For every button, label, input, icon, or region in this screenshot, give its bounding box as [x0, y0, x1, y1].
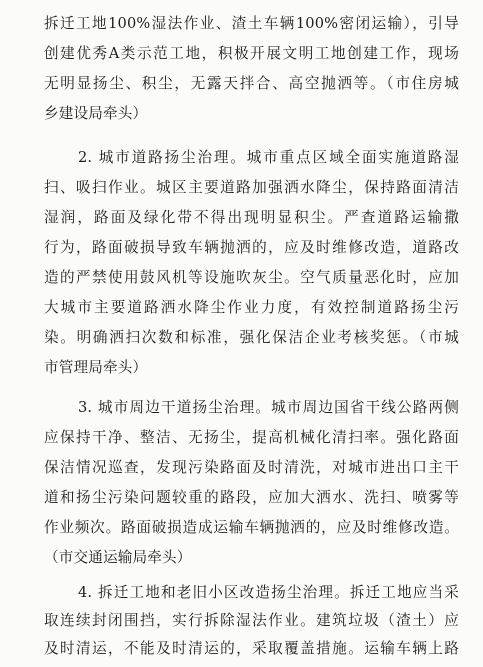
text-line: 市管理局牵头） [44, 359, 148, 376]
text-line: 乡建设局牵头） [44, 105, 148, 122]
text-line: 创建优秀A类示范工地，积极开展文明工地创建工作，现场 [44, 45, 459, 62]
text-line: 保洁情况巡查，发现污染路面及时清洗，对城市进出口主干 [44, 459, 459, 476]
text-line: 作业频次。路面破损造成运输车辆抛洒的，应及时维修改造。 [44, 519, 459, 536]
text-line: 大城市主要道路洒水降尘作业力度，有效控制道路扬尘污 [44, 299, 459, 316]
section-heading-line: 3. 城市周边干道扬尘治理。城市周边国省干线公路两侧 [78, 399, 459, 416]
text-line: 及时清运，不能及时清运的，采取覆盖措施。运输车辆上路 [44, 640, 459, 657]
text-line: 造的严禁使用鼓风机等设施吹灰尘。空气质量恶化时，应加 [44, 269, 459, 286]
text-line: 应保持干净、整洁、无扬尘，提高机械化清扫率。强化路面 [44, 429, 459, 446]
section-heading-line: 2. 城市道路扬尘治理。城市重点区域全面实施道路湿 [78, 149, 459, 166]
text-line: 取连续封闭围挡，实行拆除湿法作业。建筑垃圾（渣土）应 [44, 612, 459, 629]
section-heading-line: 4. 拆迁工地和老旧小区改造扬尘治理。拆迁工地应当采 [78, 584, 459, 601]
text-line: 行为，路面破损导致车辆抛洒的，应及时维修改造，道路改 [44, 239, 459, 256]
text-line: 道和扬尘污染问题较重的路段，应加大洒水、洗扫、喷雾等 [44, 489, 459, 506]
text-line: 染。明确洒扫次数和标准，强化保洁企业考核奖惩。（市城 [44, 329, 459, 346]
text-line: （市交通运输局牵头） [44, 549, 192, 566]
text-line: 扫、吸扫作业。城区主要道路加强洒水降尘，保持路面清洁 [44, 179, 459, 196]
text-line: 拆迁工地100%湿法作业、渣土车辆100%密闭运输），引导 [44, 15, 459, 32]
text-line: 湿润，路面及绿化带不得出现明显积尘。严查道路运输撒 [44, 209, 459, 226]
text-line: 无明显扬尘、积尘，无露天拌合、高空抛洒等。（市住房城 [44, 75, 459, 92]
